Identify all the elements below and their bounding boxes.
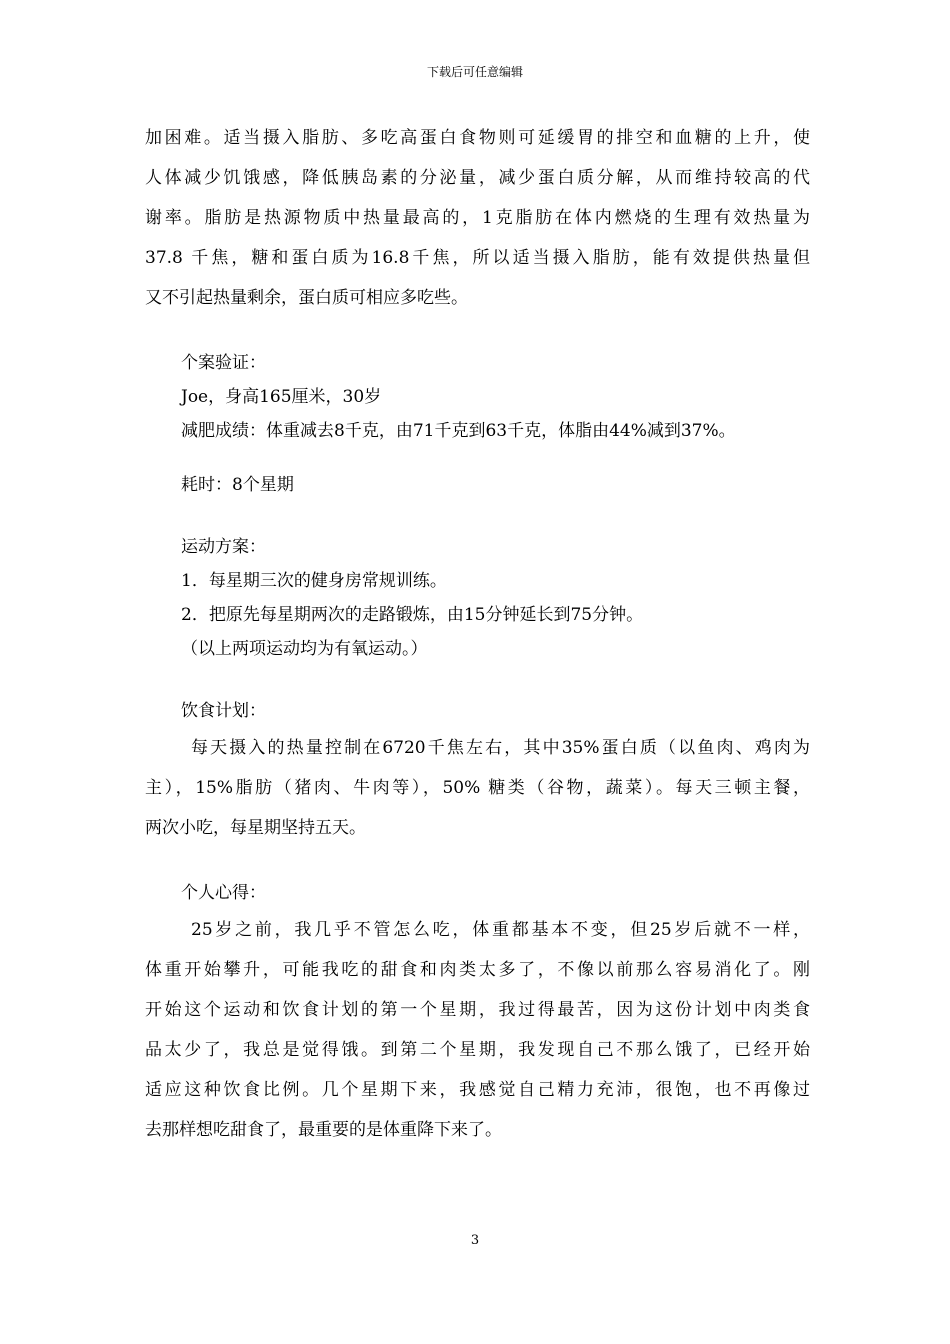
experience-heading: 个人心得： [181,883,266,903]
exercise-note: （以上两项运动均为有氧运动。） [181,639,428,659]
paragraph-fat-intake [145,118,810,318]
text-line: 每天摄入的热量控制在6720千焦左右，其中35%蛋白质（以鱼肉、鸡肉为 [191,738,810,758]
text-line: 25岁之前，我几乎不管怎么吃，体重都基本不变，但25岁后就不一样， [191,920,810,940]
diet-heading: 饮食计划： [181,701,266,721]
document-body [145,118,810,1150]
text-line: 又不引起热量剩余，蛋白质可相应多吃些。 [145,288,468,308]
diet-section [145,694,810,848]
exercise-item: 1．每星期三次的健身房常规训练。 [181,571,447,591]
case-heading: 个案验证： [181,353,266,373]
exercise-item: 2．把原先每星期两次的走路锻炼，由15分钟延长到75分钟。 [181,605,644,625]
exercise-heading: 运动方案： [181,537,266,557]
text-line: 人体减少饥饿感，降低胰岛素的分泌量，减少蛋白质分解，从而维持较高的代 [145,168,810,188]
text-line: 主），15%脂肪（猪肉、牛肉等），50% 糖类（谷物，蔬菜）。每天三顿主餐， [145,778,810,798]
text-line: 两次小吃，每星期坚持五天。 [145,818,366,838]
text-line: 开始这个运动和饮食计划的第一个星期，我过得最苦，因为这份计划中肉类食 [145,1000,810,1020]
case-section [145,346,810,502]
page-number: 3 [470,1233,480,1248]
case-result: 减肥成绩：体重减去8千克，由71千克到63千克，体脂由44%减到37%。 [181,421,736,441]
text-line: 去那样想吃甜食了，最重要的是体重降下来了。 [145,1120,502,1140]
text-line: 体重开始攀升，可能我吃的甜食和肉类太多了，不像以前那么容易消化了。刚 [145,960,810,980]
case-person: Joe，身高165厘米，30岁 [181,387,382,407]
text-line: 适应这种饮食比例。几个星期下来，我感觉自己精力充沛，很饱，也不再像过 [145,1080,810,1100]
text-line: 谢率。脂肪是热源物质中热量最高的，1克脂肪在体内燃烧的生理有效热量为 [145,208,810,228]
text-line: 加困难。适当摄入脂肪、多吃高蛋白食物则可延缓胃的排空和血糖的上升，使 [145,128,810,148]
text-line: 品太少了，我总是觉得饿。到第二个星期，我发现自己不那么饿了，已经开始 [145,1040,810,1060]
case-duration: 耗时：8个星期 [181,475,294,495]
text-line: 37.8 千焦，糖和蛋白质为16.8千焦，所以适当摄入脂肪，能有效提供热量但 [145,248,810,268]
exercise-section [145,530,810,666]
experience-section [145,876,810,1150]
page-header: 下载后可任意编辑 [426,65,523,79]
